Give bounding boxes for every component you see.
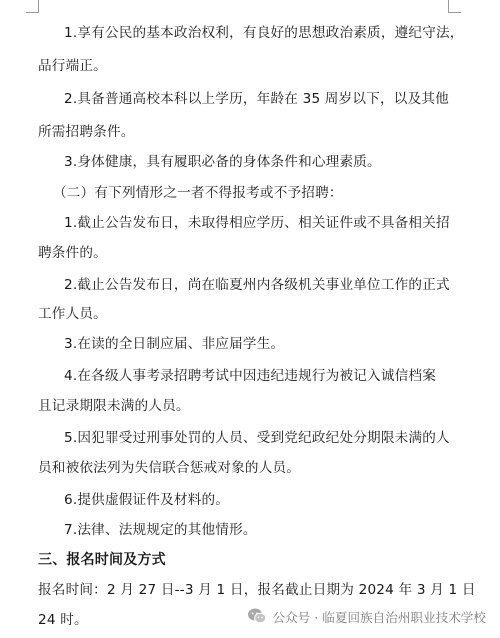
wechat-watermark	[245, 604, 490, 628]
section-subheading: （二）有下列情形之一者不得报考或不予招聘：	[53, 185, 343, 201]
doc-line: 品行端正。	[38, 58, 107, 74]
doc-line: 且记录期限未满的人员。	[38, 398, 190, 414]
doc-line: 24 时。	[38, 612, 88, 628]
doc-line: 1.截止公告发布日，未取得相应学历、相关证件或不具备相关招	[64, 215, 450, 231]
doc-line: 6.提供虚假证件及材料的。	[64, 492, 230, 508]
doc-line: 4.在各级人事考录招聘考试中因违纪违规行为被记入诚信档案	[64, 368, 437, 384]
doc-line: 3.身体健康，具有履职必备的身体条件和心理素质。	[64, 154, 381, 170]
doc-line: 2.具备普通高校本科以上学历，年龄在 35 周岁以下，以及其他	[64, 91, 449, 107]
doc-line: 2.截止公告发布日，尚在临夏州内各级机关事业单位工作的正式	[64, 277, 450, 293]
doc-line: 5.因犯罪受过刑事处罚的人员、受到党纪政纪处分期限未满的人	[64, 430, 450, 446]
doc-line: 1.享有公民的基本政治权利，有良好的思想政治素质，遵纪守法，	[64, 25, 464, 41]
doc-line: 报名时间：2 月 27 日--3 月 1 日，报名截止日期为 2024 年 3 月 1 日	[38, 582, 476, 598]
doc-line: 7.法律、法规规定的其他情形。	[64, 522, 257, 538]
section-heading: 三、报名时间及方式	[38, 552, 166, 568]
wechat-icon	[247, 607, 267, 625]
doc-line: 员和被依法列为失信联合惩戒对象的人员。	[38, 460, 301, 476]
doc-line: 工作人员。	[38, 306, 107, 322]
doc-line: 聘条件的。	[38, 245, 107, 261]
doc-line: 3.在读的全日制应届、非应届学生。	[64, 336, 285, 352]
doc-line: 所需招聘条件。	[38, 124, 135, 140]
watermark-text: 公众号 · 临夏回族自治州职业技术学校	[272, 609, 486, 625]
